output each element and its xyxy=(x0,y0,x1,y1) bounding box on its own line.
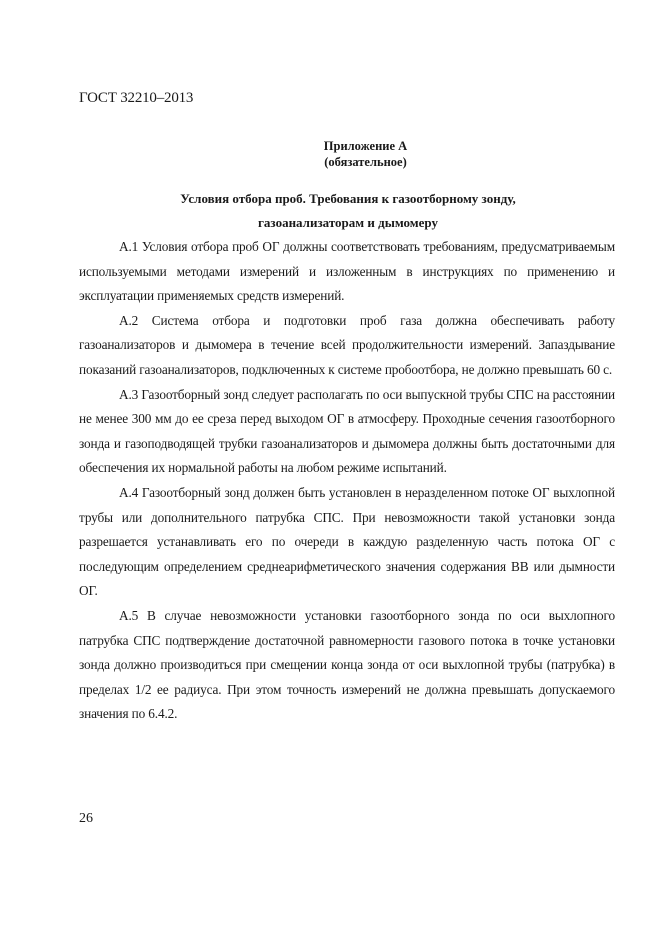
body-text xyxy=(79,235,615,727)
appendix-title: Приложение А xyxy=(323,139,408,153)
paragraph-a3: А.3 Газоотборный зонд следует располагать по оси выпускной трубы СПС на расстоянии не менее 300 мм до ее среза перед выходом ОГ в атмосферу. Проходные сечения газоотборного зонда и газоподводящей трубки газоанализаторов и дымомера должны быть достаточными для обеспечения их нормальной работы на любом режиме испытаний. xyxy=(79,386,615,476)
section-title-line-2: газоанализаторам и дымомеру xyxy=(258,215,438,230)
paragraph-a1: А.1 Условия отбора проб ОГ должны соответствовать требованиям, предусматриваемым используемыми методами измерений и изложенным в инструкциях по применению и эксплуатации применяемых средств измерений. xyxy=(79,239,615,304)
paragraph-a2: А.2 Система отбора и подготовки проб газа должна обеспечивать работу газоанализаторов и дымомера в течение всей продолжительности измерений. Запаздывание показаний газоанализаторов, подключенных к системе пробоотбора, не должно превышать 60 с. xyxy=(79,312,615,377)
standard-code: ГОСТ 32210–2013 xyxy=(79,90,194,106)
appendix-status: (обязательное) xyxy=(324,155,407,169)
appendix-heading xyxy=(0,138,661,170)
section-title xyxy=(79,187,617,235)
page-number: 26 xyxy=(79,811,93,826)
paragraph-a5: А.5 В случае невозможности установки газоотборного зонда по оси выхлопного патрубка СПС подтверждение достаточной равномерности газового потока в точке установки зонда должно производиться при смещении конца зонда от оси выхлопной трубы (патрубка) в пределах 1/2 ее радиуса. При этом точность измерений не должна превышать допускаемого значения по 6.4.2. xyxy=(79,607,615,722)
paragraph-a4: А.4 Газоотборный зонд должен быть установлен в неразделенном потоке ОГ выхлопной трубы или дополнительного патрубка СПС. При невозможности такой установки зонда разрешается устанавливать его по очереди в каждую разделенную часть потока ОГ с последующим определением среднеарифметического значения содержания ВВ или дымности ОГ. xyxy=(79,484,615,599)
section-title-line-1: Условия отбора проб. Требования к газоотборному зонду, xyxy=(180,191,516,206)
